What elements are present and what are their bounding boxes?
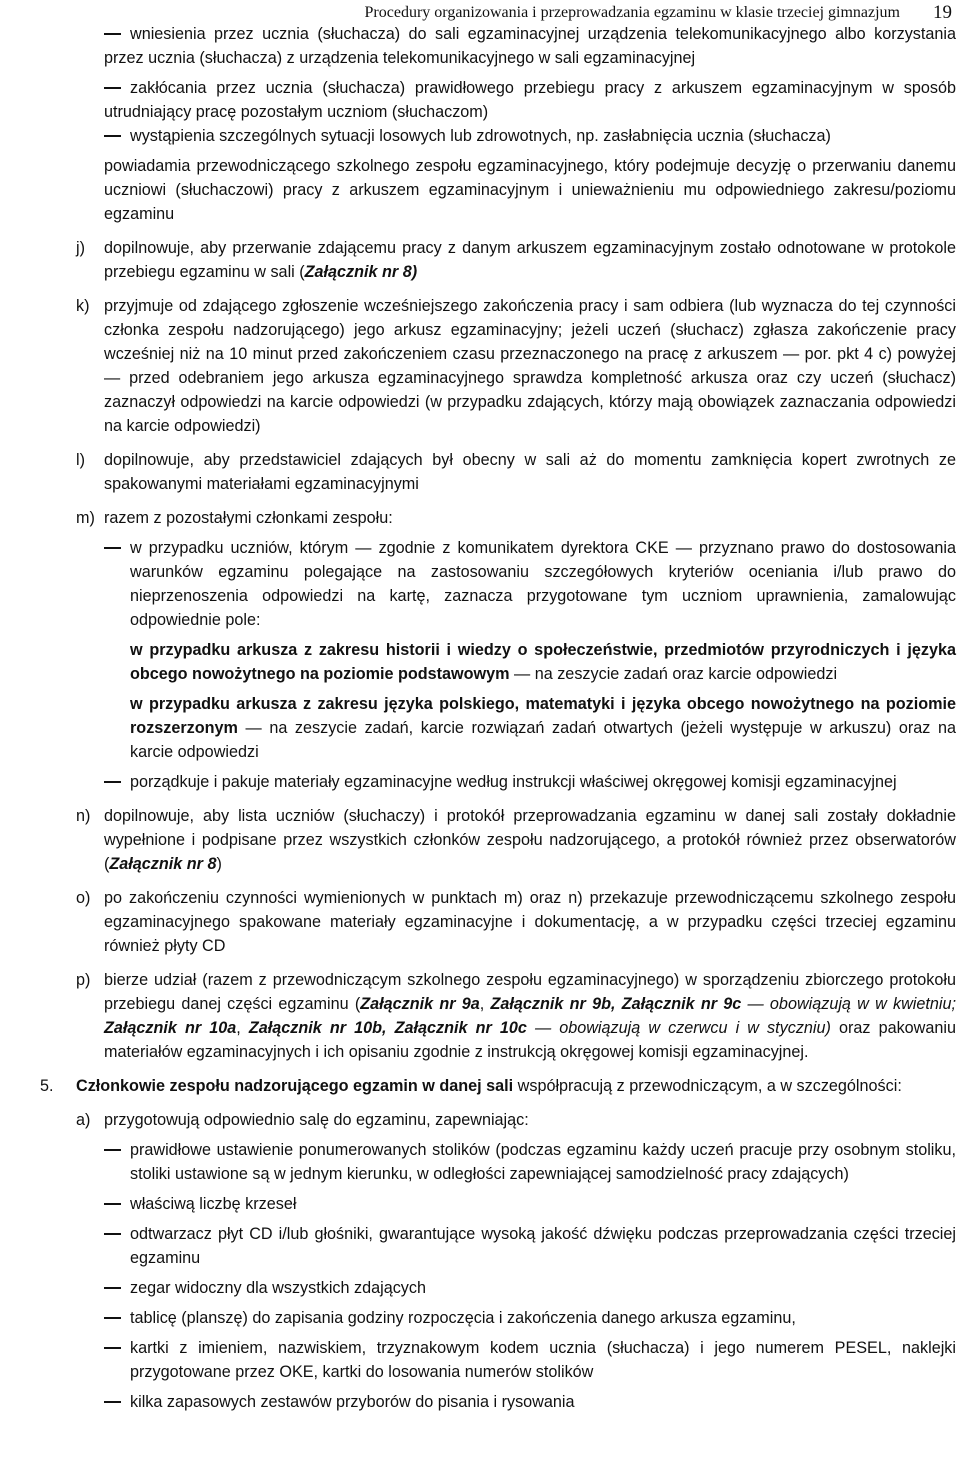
- list-item-l: [0, 448, 960, 496]
- closing-paren: ): [216, 855, 222, 873]
- list-marker: k): [76, 297, 90, 315]
- list-item-text: bierze udział (razem z przewodniczącym szkolnego zespołu egzaminacyjnego) w sporządzeniu zbiorczego protokołu przebiegu danej części egzaminu (: [104, 971, 956, 1013]
- sub-item-text: zegar widoczny dla wszystkich zdających: [130, 1279, 426, 1297]
- list-marker: n): [76, 807, 91, 825]
- paragraph-text: powiadamia przewodniczącego szkolnego zespołu egzaminacyjnego, który podejmuje decyzję o przerwaniu danemu uczniowi (słuchaczowi) pracy z arkuszem egzaminacyjnym i unieważnieniu mu odpowiedniego zakresu/poziomu egzaminu: [104, 157, 956, 223]
- page-number: 19: [933, 2, 952, 23]
- annex-ref: Załącznik nr 8: [109, 855, 217, 873]
- dash-bullet: [104, 1347, 121, 1349]
- dash-bullet: [104, 33, 121, 35]
- dash-bullet: [104, 87, 121, 89]
- option-rest-text: — na zeszycie zadań oraz karcie odpowiedzi: [509, 665, 838, 683]
- dash-item-text: wniesienia przez ucznia (słuchacza) do sali egzaminacyjnej urządzenia telekomunikacyjnego albo korzystania przez ucznia (słuchacza) z urządzenia telekomunikacyjnego w sali egzaminacyjnej: [104, 25, 956, 67]
- sub-item-text: właściwą liczbę krzeseł: [130, 1195, 297, 1213]
- option-rest-text: — na zeszycie zadań, karcie rozwiązań zadań otwartych (jeżeli występuje w arkuszu) oraz na karcie odpowiedzi: [130, 719, 956, 761]
- document-body: [0, 22, 960, 1414]
- sub-dash-item: [0, 1306, 960, 1330]
- list-marker: l): [76, 451, 85, 469]
- section-5: [0, 1074, 960, 1098]
- annex-ref: Załącznik nr 9a: [360, 995, 480, 1013]
- list-item-n: [0, 804, 960, 876]
- note-text: — obowiązują w w kwietniu;: [741, 995, 957, 1013]
- sub-dash-item: [0, 770, 960, 794]
- sub-item-text: porządkuje i pakuje materiały egzaminacyjne według instrukcji właściwej okręgowej komisji egzaminacyjnej: [130, 773, 897, 791]
- sub-item-text: odtwarzacz płyt CD i/lub głośniki, gwarantujące wysoką jakość dźwięku podczas przeprowadzania części trzeciej egzaminu: [130, 1225, 956, 1267]
- list-marker: m): [76, 509, 95, 527]
- list-item-a: [0, 1108, 960, 1132]
- sub-dash-item: [0, 1222, 960, 1270]
- list-item-text: dopilnowuje, aby przedstawiciel zdających był obecny w sali aż do momentu zamknięcia kopert zwrotnych ze spakowanymi materiałami egzaminacyjnymi: [104, 451, 956, 493]
- list-item-text: przygotowują odpowiednio salę do egzaminu, zapewniając:: [104, 1111, 529, 1129]
- sub-item-text: kilka zapasowych zestawów przyborów do pisania i rysowania: [130, 1393, 575, 1411]
- list-marker: o): [76, 889, 91, 907]
- list-marker: j): [76, 239, 85, 257]
- option-polski: [0, 692, 960, 764]
- sub-item-text: kartki z imieniem, nazwiskiem, trzyznakowym kodem ucznia (słuchacza) i jego numerem PESEL, naklejki przygotowane przez OKE, kartki do losowania numerów stolików: [130, 1339, 956, 1381]
- sub-dash-item: [0, 536, 960, 632]
- section-marker: 5.: [40, 1077, 54, 1095]
- option-historia: [0, 638, 960, 686]
- dash-item-text: wystąpienia szczególnych sytuacji losowych lub zdrowotnych, np. zasłabnięcia ucznia (słuchacza): [130, 127, 831, 145]
- sub-dash-item: [0, 1336, 960, 1384]
- dash-bullet: [104, 1203, 121, 1205]
- dash-bullet: [104, 1233, 121, 1235]
- separator: ,: [236, 1019, 249, 1037]
- dash-bullet: [104, 1287, 121, 1289]
- dash-bullet: [104, 781, 121, 783]
- option-bold-text: w przypadku arkusza z zakresu języka polskiego, matematyki i języka obcego nowożytnego na poziomie rozszerzonym: [130, 695, 956, 737]
- list-item-text: przyjmuje od zdającego zgłoszenie wcześniejszego zakończenia pracy i sam odbiera (lub wyznacza do tej czynności członka zespołu nadzorującego) jego arkusz egzaminacyjny; jeżeli uczeń (słuchacz) zgłasza zakończenie pracy wcześniej niż na 10 minut przed zakończeniem czasu przeznaczonego na pracę z arkuszem — por. pkt 4 c) powyżej — przed odebraniem jego arkusza egzaminacyjnego sprawdza kompletność arkusza oraz czy uczeń (słuchacz) zaznaczył odpowiedzi na karcie odpowiedzi (w przypadku zdających, którzy mają obowiązek zaznaczania odpowiedzi na karcie odpowiedzi): [104, 297, 956, 435]
- list-item-text: razem z pozostałymi członkami zespołu:: [104, 509, 393, 527]
- dash-bullet: [104, 135, 121, 137]
- paragraph-powiadamia: [0, 154, 960, 226]
- dash-bullet: [104, 1401, 121, 1403]
- list-item-text: po zakończeniu czynności wymienionych w punktach m) oraz n) przekazuje przewodniczącemu szkolnego zespołu egzaminacyjnego spakowane materiały egzaminacyjne i dokumentację, a w przypadku części trzeciej egzaminu również płyty CD: [104, 889, 956, 955]
- sub-dash-item: [0, 1138, 960, 1186]
- dash-item: [0, 76, 960, 124]
- sub-item-text: w przypadku uczniów, którym — zgodnie z komunikatem dyrektora CKE — przyznano prawo do dostosowania warunków egzaminu polegające na zastosowaniu szczegółowych kryteriów oceniania i/lub prawo do nieprzenoszenia odpowiedzi na kartę, zaznacza przygotowane tym uczniom uprawnienia, zamalowując odpowiednie pole:: [130, 539, 956, 629]
- option-bold-text: w przypadku arkusza z zakresu historii i wiedzy o społeczeństwie, przedmiotów przyrodniczych i języka obcego nowożytnego na poziomie podstawowym: [130, 641, 956, 683]
- dash-bullet: [104, 1149, 121, 1151]
- separator: ,: [479, 995, 491, 1013]
- sub-item-text: tablicę (planszę) do zapisania godziny rozpoczęcia i zakończenia danego arkusza egzaminu,: [130, 1309, 796, 1327]
- dash-item: [0, 124, 960, 148]
- note-text: — obowiązują w czerwcu i w styczniu): [526, 1019, 831, 1037]
- list-item-j: [0, 236, 960, 284]
- section-bold-text: Członkowie zespołu nadzorującego egzamin w danej sali: [76, 1077, 514, 1095]
- header-title: Procedury organizowania i przeprowadzania egzaminu w klasie trzeciej gimnazjum: [364, 4, 900, 21]
- dash-bullet: [104, 547, 121, 549]
- list-item-o: [0, 886, 960, 958]
- dash-item: [0, 22, 960, 70]
- sub-dash-item: [0, 1192, 960, 1216]
- list-item-text: dopilnowuje, aby przerwanie zdającemu pracy z danym arkuszem egzaminacyjnym zostało odnotowane w protokole przebiegu egzaminu w sali (: [104, 239, 956, 281]
- list-marker: p): [76, 971, 91, 989]
- list-item-text: dopilnowuje, aby lista uczniów (słuchaczy) i protokół przeprowadzania egzaminu w danej sali zostały dokładnie wypełnione i podpisane przez wszystkich członków zespołu nadzorującego, a protokół również przez obserwatorów (: [104, 807, 956, 873]
- annex-ref: Załącznik nr 10a: [104, 1019, 237, 1037]
- annex-ref: Załącznik nr 8): [304, 263, 418, 281]
- dash-item-text: zakłócania przez ucznia (słuchacza) prawidłowego przebiegu pracy z arkuszem egzaminacyjnym w sposób utrudniający pracę pozostałym uczniom (słuchaczom): [104, 79, 956, 121]
- list-item-m: [0, 506, 960, 530]
- section-rest-text: współpracują z przewodniczącym, a w szczególności:: [513, 1077, 902, 1095]
- list-marker: a): [76, 1111, 91, 1129]
- list-item-p: [0, 968, 960, 1064]
- page-header: [0, 2, 956, 24]
- dash-bullet: [104, 1317, 121, 1319]
- sub-dash-item: [0, 1276, 960, 1300]
- annex-ref: Załącznik nr 9b, Załącznik nr 9c: [490, 995, 742, 1013]
- list-item-text-end: oraz pakowaniu materiałów egzaminacyjnych i ich opisaniu zgodnie z instrukcją okręgowej komisji egzaminacyjnej.: [104, 1019, 956, 1061]
- sub-dash-item: [0, 1390, 960, 1414]
- sub-item-text: prawidłowe ustawienie ponumerowanych stolików (podczas egzaminu każdy uczeń pracuje przy osobnym stoliku, stoliki ustawione są w jednym kierunku, w odległości zapewniającej samodzielność pracy zdających): [130, 1141, 956, 1183]
- list-item-k: [0, 294, 960, 438]
- annex-ref: Załącznik nr 10b, Załącznik nr 10c: [248, 1019, 527, 1037]
